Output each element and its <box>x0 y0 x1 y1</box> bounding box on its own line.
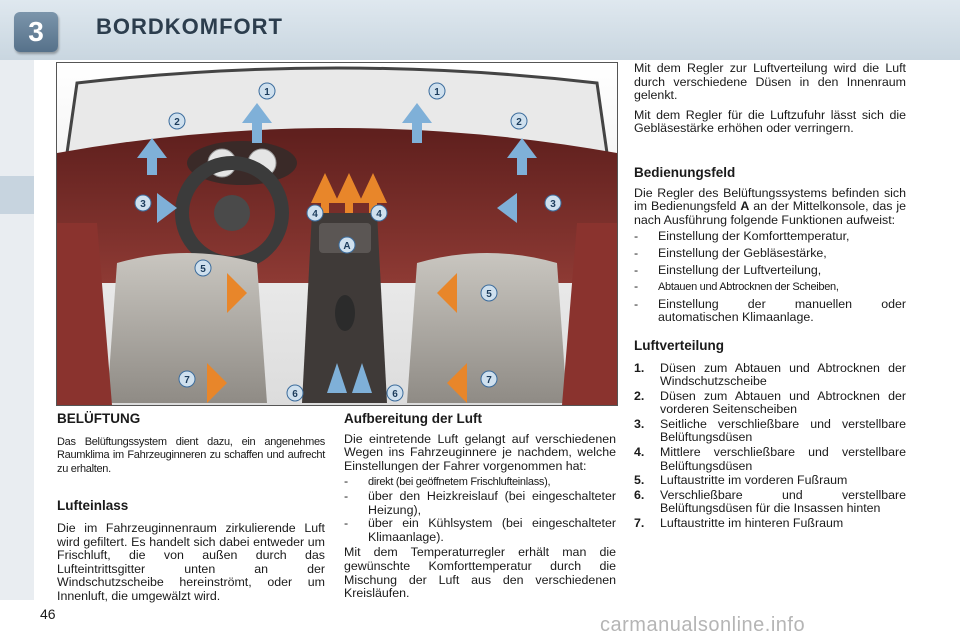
list-item: - Einstellung der Luftverteilung, <box>634 262 822 277</box>
cabin-illustration-svg <box>57 63 617 405</box>
list-item-text: Luftaustritte im vorderen Fußraum <box>660 473 848 488</box>
callout-label: 7 <box>486 375 492 386</box>
callout-7 <box>179 371 195 387</box>
list-item: - Einstellung der manuellen oder automatischen Klimaanlage. <box>634 296 906 325</box>
air-intake-heading: Lufteinlass <box>57 498 129 514</box>
callout-label: 2 <box>174 117 180 128</box>
list-item: - über den Heizkreislauf (bei eingeschalteter Heizung), <box>344 488 616 517</box>
cabin-ventilation-illustration <box>56 62 618 406</box>
air-treatment-list <box>344 475 616 544</box>
list-item-text: über ein Kühlsystem (bei eingeschalteter Klimaanlage). <box>368 516 616 544</box>
panel-a-label: A <box>740 199 750 214</box>
list-item-text: Einstellung der Komforttemperatur, <box>658 229 850 244</box>
callout-label: 3 <box>140 199 146 210</box>
air-treatment-intro: Die eintretende Luft gelangt auf verschiedenen Wegen ins Fahrzeuginnere je nachdem, welche Einstellungen der Fahrer vorgenommen hat: <box>344 431 616 473</box>
item-number: 4. <box>634 445 645 460</box>
callout-label: 4 <box>312 209 318 220</box>
control-panel-list <box>634 230 906 325</box>
item-number: 1. <box>634 360 645 375</box>
list-item <box>634 446 906 473</box>
list-item: - Einstellung der Komforttemperatur, <box>634 229 850 244</box>
list-item <box>634 390 906 417</box>
watermark: carmanualsonline.info <box>600 614 806 636</box>
chapter-title: BORDKOMFORT <box>96 14 283 39</box>
callout-6 <box>287 385 303 401</box>
list-item-text: Verschließbare und verstellbare Belüftungsdüsen für die Insassen hinten <box>660 487 906 516</box>
callout-5 <box>481 285 497 301</box>
callout-3 <box>545 195 561 211</box>
control-panel-heading: Bedienungsfeld <box>634 164 736 180</box>
callout-7 <box>481 371 497 387</box>
list-item-text: Abtauen und Abtrocknen der Scheiben, <box>658 281 839 294</box>
callout-1 <box>259 83 275 99</box>
air-treatment-outro: Mit dem Temperaturregler erhält man die gewünschte Komforttemperatur durch die Mischung der Luft aus den verschiedenen Kreisläufen. <box>344 545 616 601</box>
ventilation-section <box>57 412 325 604</box>
ventilation-heading: BELÜFTUNG <box>57 411 141 426</box>
chapter-tab-marker <box>0 176 34 214</box>
list-item-text: Düsen zum Abtauen und Abtrocknen der Windschutzscheibe <box>660 360 906 389</box>
item-number: 6. <box>634 487 645 502</box>
air-distribution-heading: Luftverteilung <box>634 337 724 353</box>
item-number: 7. <box>634 516 645 531</box>
list-item-text: Einstellung der Gebläsestärke, <box>658 245 827 260</box>
list-item-text: Luftaustritte im hinteren Fußraum <box>660 516 844 531</box>
gear-lever <box>335 295 355 331</box>
air-treatment-section <box>344 412 616 601</box>
distribution-regulator-text: Mit dem Regler zur Luftverteilung wird die Luft durch verschiedene Düsen in den Innenraum gelenkt. <box>634 61 906 103</box>
list-item <box>634 362 906 389</box>
list-item-text: Einstellung der Luftverteilung, <box>658 262 822 277</box>
list-item <box>634 418 906 445</box>
callout-label: 6 <box>392 389 398 400</box>
callout-label: A <box>343 241 351 252</box>
control-panel-intro-text: Die Regler des Belüftungssystems befinden sich im Bedienungsfeld <box>634 185 906 214</box>
list-item-text: Einstellung der manuellen oder automatischen Klimaanlage. <box>658 296 906 325</box>
item-number: 5. <box>634 473 645 488</box>
callout-label: 5 <box>200 264 206 275</box>
callout-label: 2 <box>516 117 522 128</box>
callout-2 <box>511 113 527 129</box>
list-item: - Abtauen und Abtrocknen der Scheiben, <box>634 279 839 294</box>
callout-label: 7 <box>184 375 190 386</box>
callout-4 <box>371 205 387 221</box>
list-item: - über ein Kühlsystem (bei eingeschalteter Klimaanlage). <box>344 516 616 544</box>
right-column <box>634 62 906 532</box>
list-item-text: direkt (bei geöffnetem Frischlufteinlass), <box>368 476 551 489</box>
list-item-text: über den Heizkreislauf (bei eingeschalteter Heizung), <box>368 488 616 517</box>
callout-label: 5 <box>486 289 492 300</box>
left-rail <box>0 60 34 600</box>
list-item: - Einstellung der Gebläsestärke, <box>634 245 827 260</box>
callout-label: 4 <box>376 209 382 220</box>
item-number: 2. <box>634 388 645 403</box>
list-item-text: Seitliche verschließbare und verstellbare Belüftungsdüsen <box>660 416 906 445</box>
callout-1 <box>429 83 445 99</box>
air-intake-text: Die im Fahrzeuginnenraum zirkulierende Luft wird gefiltert. Es handelt sich dabei entweder um Frischluft, die von außen durch das Lufteintrittsgitter unten an der Windschutzscheibe hereinströmt, oder um Innenluft, die umgewälzt wird. <box>57 520 325 603</box>
control-panel-intro-text: an der Mittelkonsole, das je nach Ausführung folgende Funktionen aufweist: <box>634 199 907 227</box>
page-number: 46 <box>40 606 56 622</box>
callout-label: 1 <box>264 87 270 98</box>
air-distribution-list <box>634 362 906 531</box>
list-item <box>634 517 906 531</box>
callout-label: 3 <box>550 199 556 210</box>
item-number: 3. <box>634 416 645 431</box>
callout-label: 6 <box>292 389 298 400</box>
list-item-text: Mittlere verschließbare und verstellbare Belüftungsdüsen <box>660 445 906 473</box>
callout-2 <box>169 113 185 129</box>
list-item <box>634 474 906 488</box>
steering-hub <box>214 195 250 231</box>
callout-a <box>339 237 355 253</box>
list-item: - direkt (bei geöffnetem Frischlufteinlass), <box>344 474 551 489</box>
callout-label: 1 <box>434 87 440 98</box>
chapter-number-badge: 3 <box>14 12 58 52</box>
callout-6 <box>387 385 403 401</box>
list-item-text: Düsen zum Abtauen und Abtrocknen der vorderen Seitenscheiben <box>660 388 906 417</box>
air-treatment-heading: Aufbereitung der Luft <box>344 411 482 426</box>
control-panel-intro <box>634 187 906 228</box>
callout-5 <box>195 260 211 276</box>
callout-3 <box>135 195 151 211</box>
ventilation-intro: Das Belüftungssystem dient dazu, ein angenehmes Raumklima im Fahrzeuginneren zu schaffen und aufrecht zu erhalten. <box>57 435 325 475</box>
list-item <box>634 489 906 516</box>
air-supply-regulator-text: Mit dem Regler für die Luftzufuhr lässt sich die Gebläsestärke erhöhen oder verringern. <box>634 107 906 136</box>
callout-4 <box>307 205 323 221</box>
